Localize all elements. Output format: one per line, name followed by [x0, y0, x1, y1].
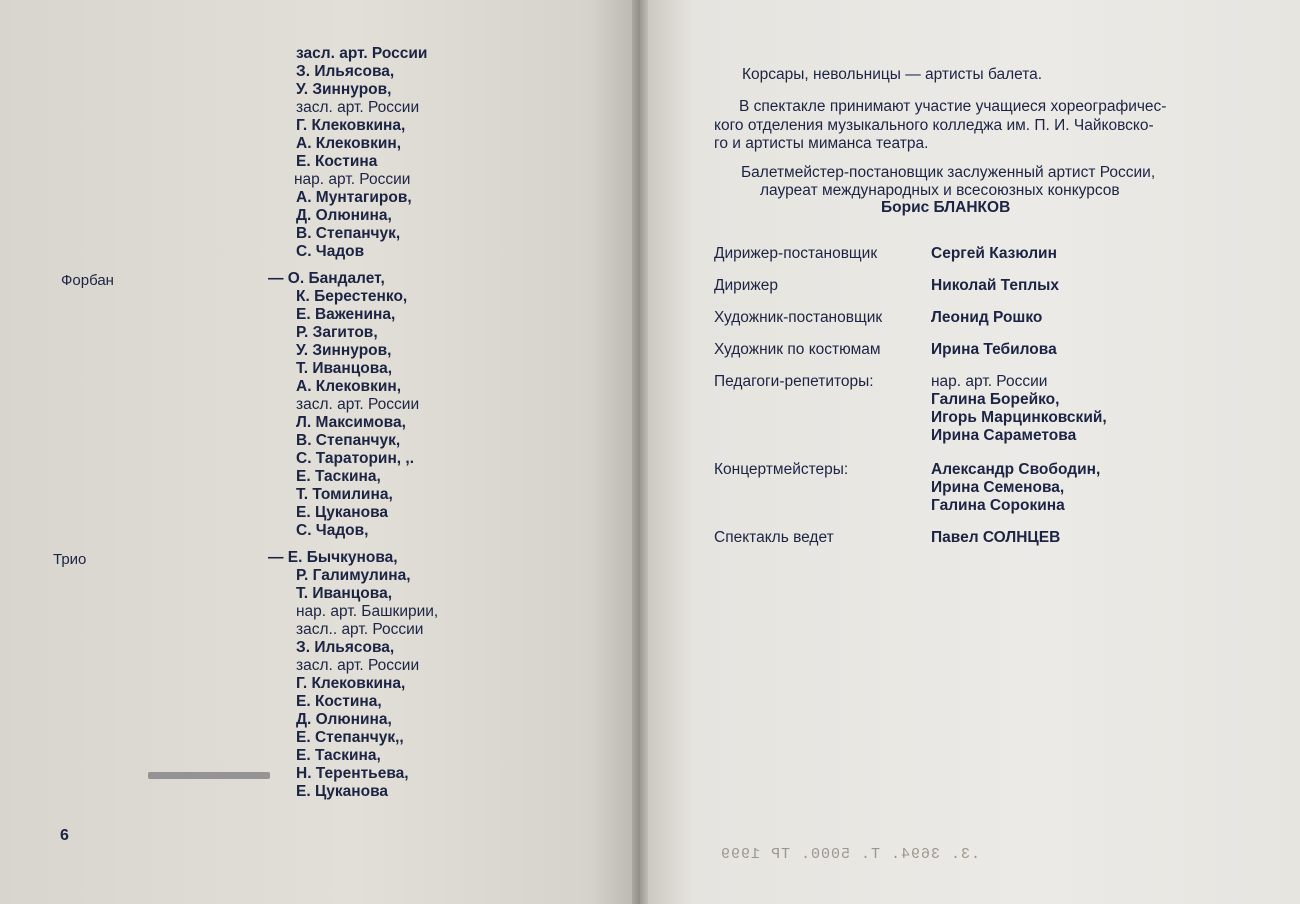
cast-name: Е. Костина — [296, 153, 378, 170]
credit-person: Ирина Тебилова — [931, 341, 1057, 358]
cast-name: засл. арт. России — [296, 45, 428, 62]
credit-role-label: Дирижер — [714, 277, 779, 294]
cast-name: Г. Клековкина, — [296, 675, 406, 692]
credit-person: Ирина Семенова, — [931, 479, 1065, 496]
credit-role-label: Художник по костюмам — [714, 341, 881, 358]
ink-smudge — [148, 772, 270, 779]
credit-person: Галина Сорокина — [931, 497, 1065, 514]
credit-role-label: Спектакль ведет — [714, 529, 834, 546]
cast-name: А. Клековкин, — [296, 378, 402, 395]
cast-name: Л. Максимова, — [296, 414, 406, 431]
cast-name: К. Берестенко, — [296, 288, 408, 305]
cast-name: Р. Галимулина, — [296, 567, 411, 584]
cast-name: Е. Костина, — [296, 693, 382, 710]
page-number: 6 — [60, 827, 69, 844]
ballet-master-line2: лауреат международных и всесоюзных конкурсов — [760, 182, 1120, 199]
cast-name: Д. Олюнина, — [296, 711, 392, 728]
credit-person: Александр Свободин, — [931, 461, 1101, 478]
credit-person: Игорь Марцинковский, — [931, 409, 1107, 426]
cast-name: Т. Томилина, — [296, 486, 393, 503]
cast-name: С. Чадов, — [296, 522, 369, 539]
cast-name: засл.. арт. России — [296, 621, 424, 638]
cast-name: А. Мунтагиров, — [296, 189, 412, 206]
role-forban: Форбан — [61, 272, 114, 289]
credit-person: Сергей Казюлин — [931, 245, 1057, 262]
cast-name: Т. Иванцова, — [296, 360, 393, 377]
cast-name: У. Зиннуров, — [296, 81, 392, 98]
imprint-bleed: .3. 3694. Т. 5000. ТР 1999 — [720, 846, 981, 863]
credit-person: Леонид Рошко — [931, 309, 1043, 326]
intro-participation-line1: В спектакле принимают участие учащиеся хореографичес- — [739, 98, 1167, 115]
cast-name: А. Клековкин, — [296, 135, 402, 152]
credit-role-label: Концертмейстеры: — [714, 461, 849, 478]
credit-role-label: Художник-постановщик — [714, 309, 883, 326]
ballet-master-name: Борис БЛАНКОВ — [881, 199, 1011, 216]
credit-person: Николай Теплых — [931, 277, 1060, 294]
book-spine — [632, 0, 648, 904]
cast-name: Д. Олюнина, — [296, 207, 392, 224]
credit-person: Галина Борейко, — [931, 391, 1060, 408]
cast-name: Е. Цуканова — [296, 504, 389, 521]
cast-name: С. Чадов — [296, 243, 365, 260]
cast-names-column — [0, 0, 640, 904]
cast-name: З. Ильясова, — [296, 639, 395, 656]
ballet-master-line1: Балетмейстер-постановщик заслуженный артист России, — [741, 164, 1156, 181]
cast-name: засл. арт. России — [296, 99, 420, 116]
cast-name: Е. Таскина, — [296, 468, 381, 485]
cast-name: Т. Иванцова, — [296, 585, 393, 602]
intro-participation-line2: кого отделения музыкального колледжа им. П. И. Чайковско- — [714, 117, 1154, 134]
cast-name: У. Зиннуров, — [296, 342, 392, 359]
credit-role-label: Дирижер-постановщик — [714, 245, 878, 262]
left-page — [0, 0, 640, 904]
cast-name: засл. арт. России — [296, 396, 420, 413]
cast-name: Е. Цуканова — [296, 783, 389, 800]
credit-role-label: Педагоги-репетиторы: — [714, 373, 874, 390]
cast-name: засл. арт. России — [296, 657, 420, 674]
cast-name: Р. Загитов, — [296, 324, 378, 341]
cast-name: С. Тараторин, ,. — [296, 450, 415, 467]
cast-name: Н. Терентьева, — [296, 765, 409, 782]
cast-name: нар. арт. Башкирии, — [296, 603, 439, 620]
credit-person: Ирина Сараметова — [931, 427, 1077, 444]
credit-person: нар. арт. России — [931, 373, 1048, 390]
role-trio: Трио — [53, 551, 87, 568]
cast-name: — Е. Бычкунова, — [268, 549, 398, 566]
cast-name: Е. Степанчук,, — [296, 729, 404, 746]
cast-name: Г. Клековкина, — [296, 117, 406, 134]
intro-corsairs: Корсары, невольницы — артисты балета. — [742, 66, 1043, 83]
cast-name: З. Ильясова, — [296, 63, 395, 80]
cast-name: нар. арт. России — [294, 171, 411, 188]
intro-participation-line3: го и артисты миманса театра. — [714, 135, 929, 152]
cast-name: Е. Важенина, — [296, 306, 396, 323]
cast-name: В. Степанчук, — [296, 432, 401, 449]
cast-name: В. Степанчук, — [296, 225, 401, 242]
cast-name: — О. Бандалет, — [268, 270, 385, 287]
credit-person: Павел СОЛНЦЕВ — [931, 529, 1061, 546]
cast-name: Е. Таскина, — [296, 747, 381, 764]
